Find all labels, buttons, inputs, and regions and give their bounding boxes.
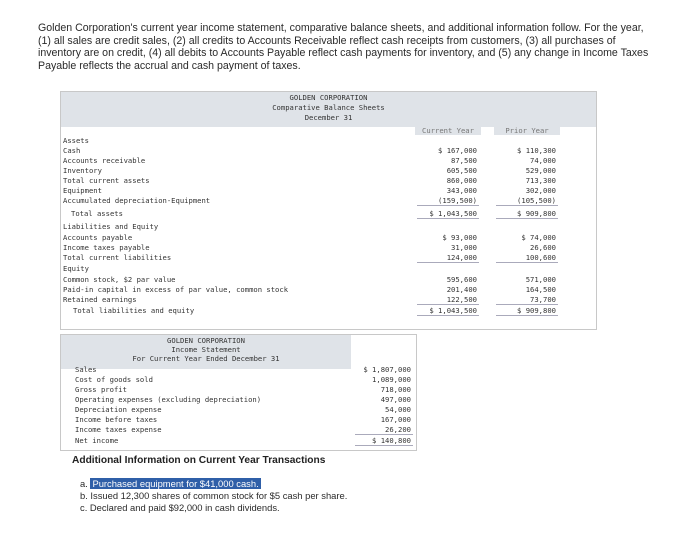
- bs-current-value: (159,500): [438, 196, 477, 205]
- bs-prior-value: $ 110,300: [517, 146, 556, 155]
- is-title: Income Statement: [171, 345, 241, 354]
- is-value: 1,089,000: [372, 375, 411, 384]
- bs-row-label: Total assets: [71, 209, 123, 218]
- bs-row-label: Liabilities and Equity: [63, 222, 159, 231]
- col-current-year: Current Year: [415, 126, 481, 135]
- item-a: [80, 478, 347, 490]
- balance-sheet-header: [61, 92, 596, 127]
- is-period: For Current Year Ended December 31: [132, 354, 280, 363]
- bs-current-value: 605,500: [446, 166, 477, 175]
- problem-intro: Golden Corporation's current year income statement, comparative balance sheets, and additional information follow. For the year, (1) all sales are credit sales, (2) all credits to Accounts Receivable reflect cash receipts from customers, (3) all purchases of inventory are on credit, (4) all debits to Accounts Payable reflect cash payments for inventory, and (5) any change in Income Taxes Payable reflects the accrual and cash payment of taxes.: [38, 22, 649, 72]
- bs-prior-value: 713,300: [525, 176, 556, 185]
- bs-current-value: $ 93,000: [442, 233, 477, 242]
- is-value: 26,200: [385, 425, 411, 434]
- bs-current-value: 201,400: [446, 285, 477, 294]
- is-row-label: Cost of goods sold: [75, 375, 153, 384]
- bs-prior-value: 164,500: [525, 285, 556, 294]
- bs-title: Comparative Balance Sheets: [272, 103, 385, 112]
- bs-prior-value: 302,000: [525, 186, 556, 195]
- balance-sheet: [60, 91, 597, 330]
- bs-current-value: 124,000: [446, 253, 477, 262]
- bs-row-label: Equity: [63, 264, 89, 273]
- bs-prior-value: 74,000: [530, 156, 556, 165]
- bs-date: December 31: [304, 113, 353, 122]
- additional-info-list: [80, 478, 347, 514]
- item-a-highlight: Purchased equipment for $41,000 cash.: [92, 478, 259, 489]
- item-c: c. Declared and paid $92,000 in cash dividends.: [80, 502, 280, 513]
- is-row-label: Net income: [75, 436, 119, 445]
- bs-prior-value: 571,000: [525, 275, 556, 284]
- bs-row-label: Income taxes payable: [63, 243, 150, 252]
- bs-current-value: 122,500: [446, 295, 477, 304]
- bs-row-label: Total current liabilities: [63, 253, 172, 262]
- bs-row-label: Assets: [63, 136, 89, 145]
- bs-row-label: Retained earnings: [63, 295, 137, 304]
- bs-current-value: 343,000: [446, 186, 477, 195]
- is-row-label: Operating expenses (excluding depreciation): [75, 395, 262, 404]
- bs-row-label: Total liabilities and equity: [73, 306, 195, 315]
- bs-current-value: 31,000: [451, 243, 477, 252]
- bs-prior-value: (105,500): [517, 196, 556, 205]
- is-value: 497,000: [380, 395, 411, 404]
- is-company: GOLDEN CORPORATION: [167, 336, 245, 345]
- col-prior-year: Prior Year: [494, 126, 560, 135]
- bs-prior-value: $ 909,800: [517, 306, 556, 315]
- is-value: $ 140,800: [372, 436, 411, 445]
- bs-row-label: Accounts receivable: [63, 156, 146, 165]
- bs-current-value: 87,500: [451, 156, 477, 165]
- is-row-label: Sales: [75, 365, 97, 374]
- item-a-prefix: a.: [80, 478, 88, 489]
- bs-prior-value: $ 74,000: [521, 233, 556, 242]
- income-statement: [60, 334, 417, 451]
- bs-current-value: $ 1,043,500: [429, 209, 477, 218]
- item-b: b. Issued 12,300 shares of common stock for $5 cash per share.: [80, 490, 348, 501]
- bs-current-value: 860,000: [446, 176, 477, 185]
- bs-row-label: Accounts payable: [63, 233, 133, 242]
- bs-current-value: $ 1,043,500: [429, 306, 477, 315]
- bs-row-label: Total current assets: [63, 176, 150, 185]
- is-row-label: Income before taxes: [75, 415, 158, 424]
- bs-row-label: Paid-in capital in excess of par value, common stock: [63, 285, 289, 294]
- income-statement-header: [61, 335, 351, 369]
- is-row-label: Gross profit: [75, 385, 127, 394]
- bs-current-value: 595,600: [446, 275, 477, 284]
- bs-prior-value: $ 909,800: [517, 209, 556, 218]
- bs-prior-value: 529,000: [525, 166, 556, 175]
- is-value: 167,000: [380, 415, 411, 424]
- bs-company: GOLDEN CORPORATION: [289, 93, 368, 102]
- is-row-label: Income taxes expense: [75, 425, 162, 434]
- bs-row-label: Inventory: [63, 166, 102, 175]
- bs-row-label: Accumulated depreciation-Equipment: [63, 196, 211, 205]
- is-value: $ 1,807,000: [363, 365, 411, 374]
- bs-row-label: Common stock, $2 par value: [63, 275, 176, 284]
- bs-prior-value: 26,600: [530, 243, 556, 252]
- is-value: 54,000: [385, 405, 411, 414]
- bs-prior-value: 100,600: [525, 253, 556, 262]
- is-value: 718,000: [380, 385, 411, 394]
- is-row-label: Depreciation expense: [75, 405, 162, 414]
- bs-prior-value: 73,700: [530, 295, 556, 304]
- bs-row-label: Cash: [63, 146, 81, 155]
- bs-row-label: Equipment: [63, 186, 102, 195]
- bs-current-value: $ 167,000: [438, 146, 477, 155]
- additional-info-heading: Additional Information on Current Year Transactions: [72, 455, 326, 466]
